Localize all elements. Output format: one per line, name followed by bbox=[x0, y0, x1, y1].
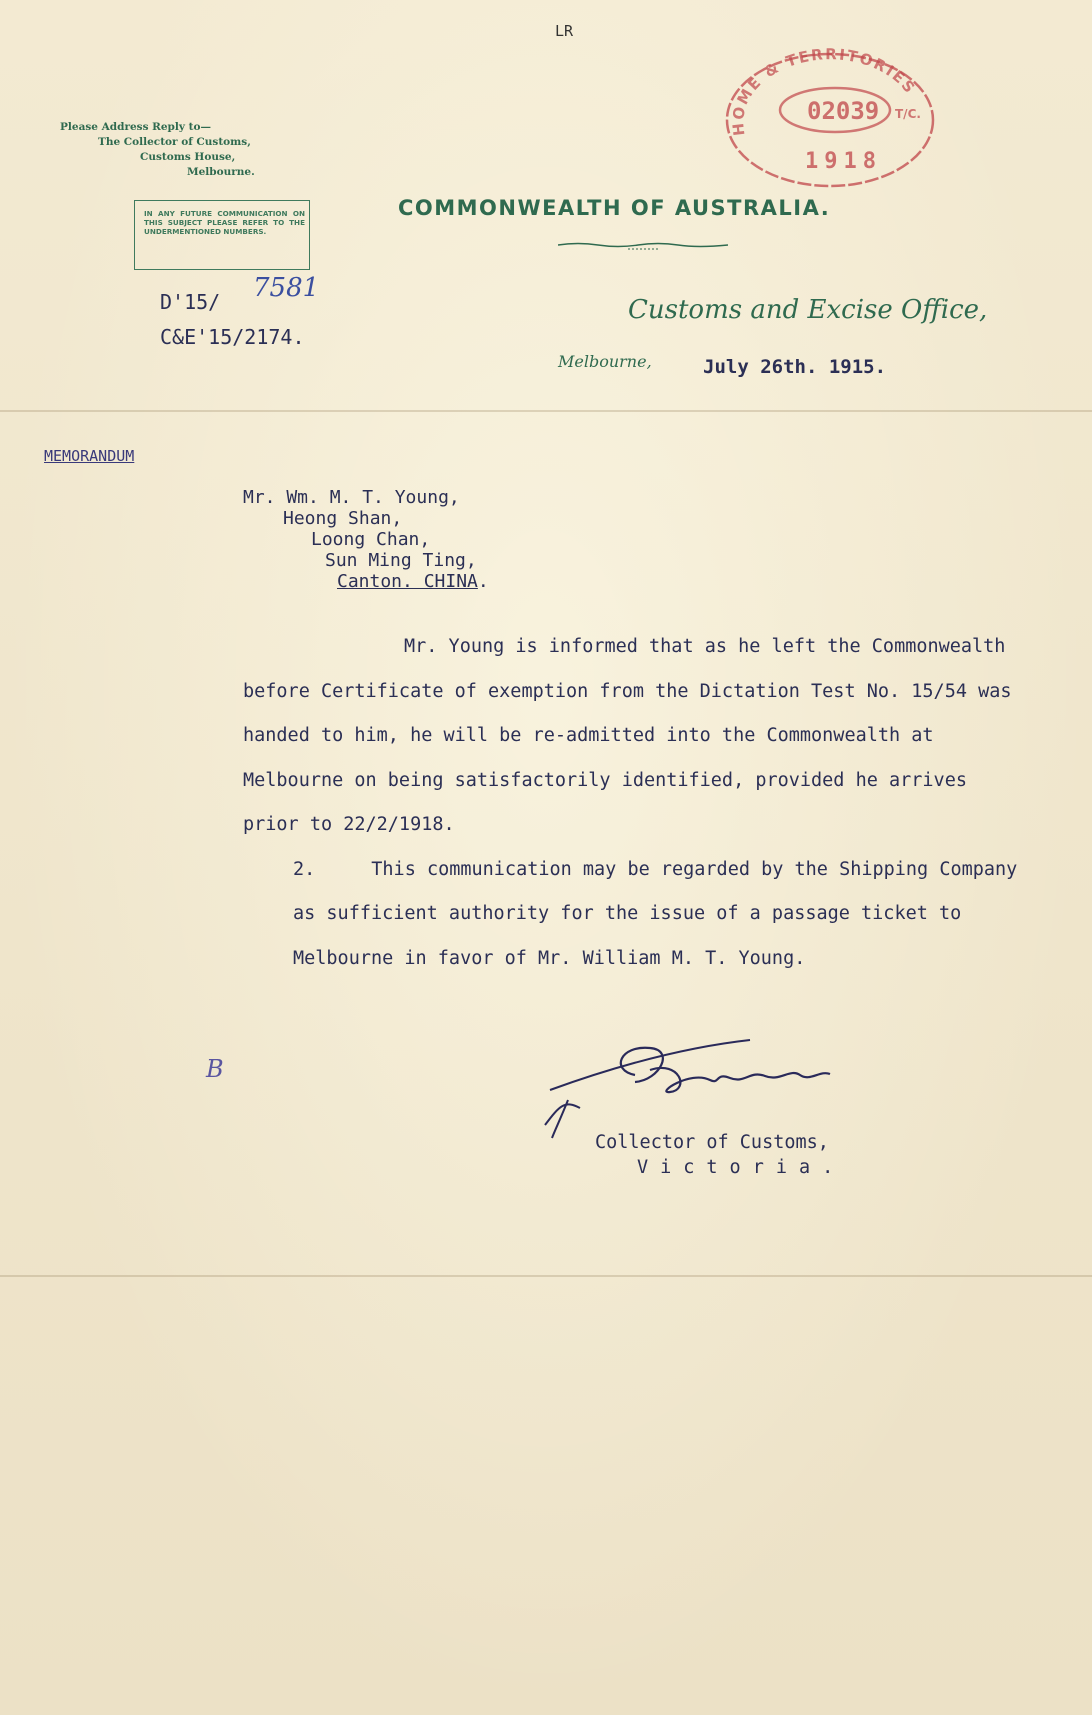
paper-fold-line bbox=[0, 1275, 1092, 1277]
paragraph-2-text: This communication may be regarded by the Shipping Company as sufficient authority for the issue of a passage ticket to Melbourne in favor of Mr. William M. T. Young. bbox=[293, 858, 1018, 969]
margin-initial: B bbox=[206, 1055, 224, 1083]
address-city-country: Canton. CHINA bbox=[337, 571, 478, 592]
reply-address-block bbox=[60, 120, 290, 180]
stamp-side-text: T/C. bbox=[895, 107, 921, 121]
address-line: Sun Ming Ting, bbox=[325, 550, 477, 571]
paragraph-number: 2. bbox=[293, 858, 316, 880]
reply-line: Customs House, bbox=[140, 151, 236, 163]
body-paragraph-2 bbox=[243, 848, 1033, 982]
signature-closing bbox=[595, 1130, 845, 1180]
recipient-address bbox=[243, 487, 489, 592]
reference-notice-text: IN ANY FUTURE COMMUNICATION ON THIS SUBJECT PLEASE REFER TO THE UNDERMENTIONED NUMBERS. bbox=[144, 209, 305, 237]
reply-line: Please Address Reply to— bbox=[60, 121, 211, 133]
reference-number-2: C&E'15/2174. bbox=[160, 325, 305, 349]
letter-date: July 26th. 1915. bbox=[703, 356, 887, 378]
closing-state: Victoria. bbox=[637, 1157, 846, 1178]
handwritten-signature bbox=[540, 1030, 1060, 1140]
reply-line: The Collector of Customs, bbox=[98, 136, 251, 148]
received-stamp bbox=[715, 40, 945, 190]
office-name: Customs and Excise Office, bbox=[628, 295, 988, 325]
body-paragraph-1: Mr. Young is informed that as he left the Commonwealth before Certificate of exemption from the Dictation Test No. 15/54 was handed to him, he will be re-admitted into the Commonwealth at Melbourne on being satisfactorily identified, provided he arrives prior to 22/2/1918. bbox=[243, 636, 1012, 835]
address-line: Heong Shan, bbox=[283, 508, 403, 529]
paper-fold-line bbox=[0, 410, 1092, 412]
letterhead-title: COMMONWEALTH OF AUSTRALIA. bbox=[398, 196, 831, 220]
address-line: Mr. Wm. M. T. Young, bbox=[243, 487, 460, 508]
reference-number-1: D'15/ bbox=[160, 290, 221, 314]
archive-mark: LR bbox=[555, 22, 574, 40]
reference-notice-box bbox=[134, 200, 310, 270]
memo-body bbox=[243, 625, 1033, 981]
address-line: Loong Chan, bbox=[311, 529, 431, 550]
ornamental-rule bbox=[558, 241, 728, 251]
address-trailing-period: . bbox=[477, 571, 489, 592]
stamp-year: 1918 bbox=[805, 149, 882, 174]
memo-label: MEMORANDUM bbox=[44, 447, 135, 465]
stamp-arc-text: HOME & TERRITORIES bbox=[728, 45, 920, 137]
closing-title: Collector of Customs, bbox=[595, 1132, 829, 1153]
address-line bbox=[243, 571, 489, 592]
stamp-number: 02039 bbox=[807, 97, 880, 125]
place-name: Melbourne, bbox=[558, 352, 652, 371]
reference-number-handwritten: 7581 bbox=[253, 273, 320, 303]
reply-line: Melbourne. bbox=[187, 166, 255, 178]
